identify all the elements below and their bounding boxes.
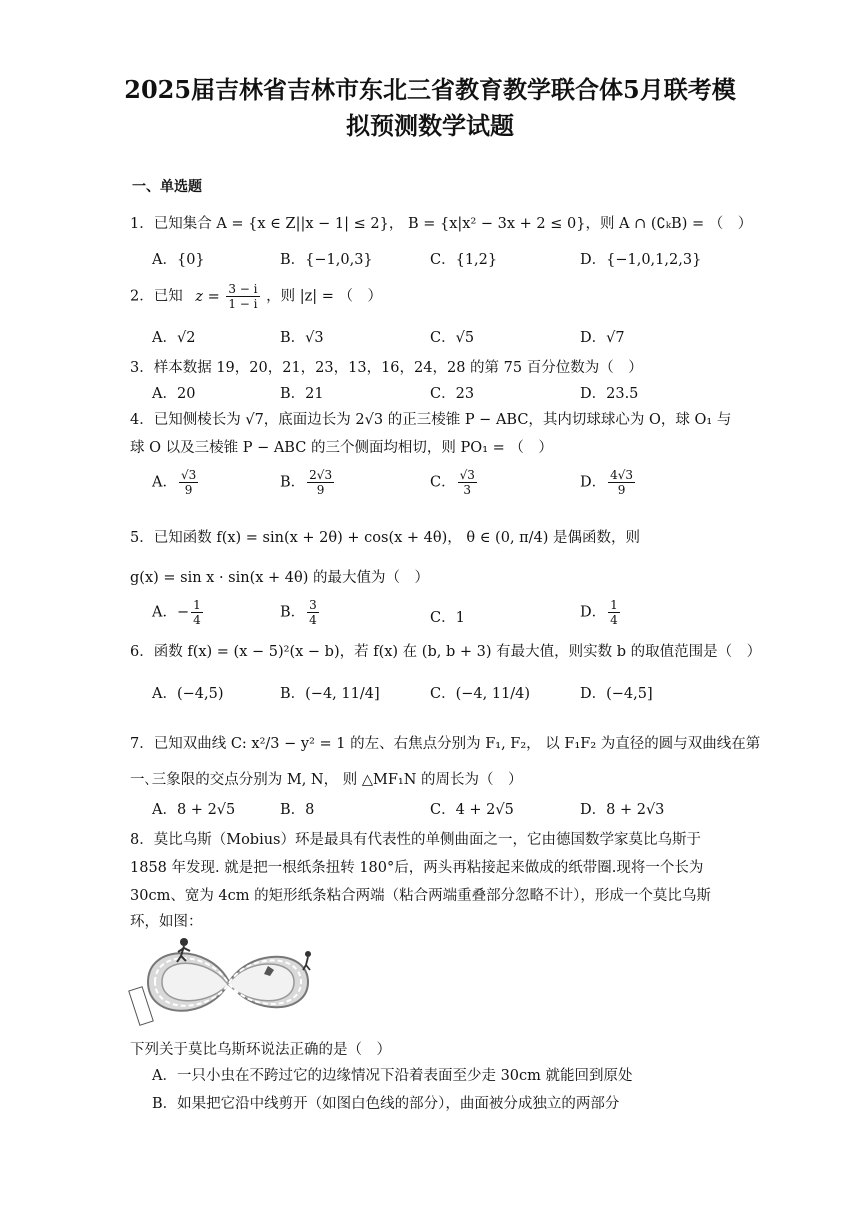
question-6: 6．函数 f(x) = (x − 5)²(x − b)，若 f(x) 在 (b, b + 3) 有最大值，则实数 b 的取值范围是（ ） [130,644,762,660]
option-b: B．(−4, 11/4] [280,686,380,702]
option-label: A． [152,604,177,621]
option-c [430,468,479,497]
question-8-option-a: A．一只小虫在不跨过它的边缘情况下沿着表面至少走 30cm 就能回到原处 [152,1068,633,1084]
question-2-prefix: 2．已知 [130,288,183,305]
question-8-prompt: 下列关于莫比乌斯环说法正确的是（ ） [130,1042,391,1058]
option-label: A． [152,474,177,491]
section-heading: 一、单选题 [132,179,202,195]
question-8-line-3: 30cm、宽为 4cm 的矩形纸条粘合两端（粘合两端重叠部分忽略不计），形成一个莫比乌斯 [130,888,711,904]
question-2-z: z = [195,288,220,305]
option-c: C．√5 [430,330,475,346]
fraction-denominator: 4 [610,613,618,627]
fraction-numerator: 3 [309,598,317,612]
option-d: D．23.5 [580,386,639,402]
option-b: B．21 [280,386,324,402]
fraction-denominator: 9 [617,483,626,497]
option-d [580,468,637,497]
option-label: D． [580,474,607,491]
fraction-numerator: 1 [610,598,618,612]
option-c: C．4 + 2√5 [430,802,514,818]
option-c: C．(−4, 11/4) [430,686,531,702]
option-fraction [307,468,334,497]
option-label: B． [280,604,306,621]
option-a: A．8 + 2√5 [152,802,236,818]
question-4-line-2: 球 O 以及三棱锥 P − ABC 的三个侧面均相切，则 PO₁ = （ ） [130,440,553,456]
fraction-denominator: 4 [309,613,317,627]
question-8-line-2: 1858 年发现. 就是把一根纸条扭转 180°后，两头再粘接起来做成的纸带圈.现将一个长为 [130,860,704,876]
option-label: D． [580,604,607,621]
fraction-numerator: 4√3 [610,468,634,482]
fraction-denominator: 9 [316,483,325,497]
option-fraction [191,598,203,627]
option-b [280,598,321,627]
option-fraction [179,468,198,497]
option-d [580,598,622,627]
option-a [152,598,205,627]
fraction-numerator: 2√3 [309,468,333,482]
option-a [152,468,200,497]
fraction-numerator: 1 [193,598,201,612]
question-5-line-1: 5．已知函数 f(x) = sin(x + 2θ) + cos(x + 4θ)， θ ∈ (0, π/4) 是偶函数，则 [130,530,641,546]
question-1: 1．已知集合 A = {x ∈ Z||x − 1| ≤ 2}， B = {x|x² − 3x + 2 ≤ 0}，则 A ∩ (∁ₖB) = （ ） [130,216,753,232]
fraction-denominator: 1 − i [228,297,258,311]
question-8-line-1: 8．莫比乌斯（Mobius）环是最具有代表性的单侧曲面之一，它由德国数学家莫比乌斯于 [130,832,701,848]
question-4-line-1: 4．已知侧棱长为 √7，底面边长为 2√3 的正三棱锥 P − ABC，其内切球球心为 O，球 O₁ 与 [130,412,732,428]
option-sign: − [176,604,190,621]
fraction-denominator: 3 [463,483,472,497]
option-fraction [307,598,319,627]
fraction-numerator: √3 [180,468,197,482]
option-a: A．√2 [152,330,196,346]
exam-title-line-2: 拟预测数学试题 [346,111,514,140]
fraction-numerator: 3 − i [228,282,258,296]
question-8-option-b: B．如果把它沿中线剪开（如图白色线的部分），曲面被分成独立的两部分 [152,1096,620,1112]
option-label: B． [280,474,306,491]
fraction-denominator: 9 [184,483,193,497]
option-a: A．{0} [152,252,205,268]
fraction-numerator: √3 [459,468,475,482]
option-b [280,468,336,497]
question-8-line-4: 环，如图： [130,914,203,930]
option-c: C．{1,2} [430,252,498,268]
option-fraction [608,598,620,627]
fraction-denominator: 4 [193,613,201,627]
option-d: D．√7 [580,330,625,346]
option-c: C．23 [430,386,475,402]
option-b: B．{−1,0,3} [280,252,373,268]
option-d: D．{−1,0,1,2,3} [580,252,702,268]
question-2-fraction [226,282,259,311]
option-label: C． [430,474,456,491]
option-fraction [458,468,477,497]
option-a: A．(−4,5) [152,686,224,702]
option-fraction [608,468,635,497]
question-2 [130,282,382,311]
exam-title-line-1: 2025届吉林省吉林市东北三省教育教学联合体5月联考模 [124,75,736,104]
option-a: A．20 [152,386,196,402]
option-d: D．8 + 2√3 [580,802,665,818]
question-5-line-2: g(x) = sin x · sin(x + 4θ) 的最大值为（ ） [130,570,430,586]
option-b: B．8 [280,802,315,818]
question-7-line-1: 7．已知双曲线 C: x²/3 − y² = 1 的左、右焦点分别为 F₁, F₂， 以 F₁F₂ 为直径的圆与双曲线在第 [130,736,761,752]
option-d: D．(−4,5] [580,686,653,702]
option-c: C．1 [430,610,465,626]
mobius-strip-figure [128,930,328,1034]
question-7-line-2: 一､三象限的交点分别为 M, N， 则 △MF₁N 的周长为（ ） [130,772,523,788]
question-3: 3．样本数据 19，20，21，23，13，16，24，28 的第 75 百分位数为（ ） [130,360,643,376]
question-2-suffix: ，则 |z| = （ ） [266,288,383,305]
option-b: B．√3 [280,330,324,346]
